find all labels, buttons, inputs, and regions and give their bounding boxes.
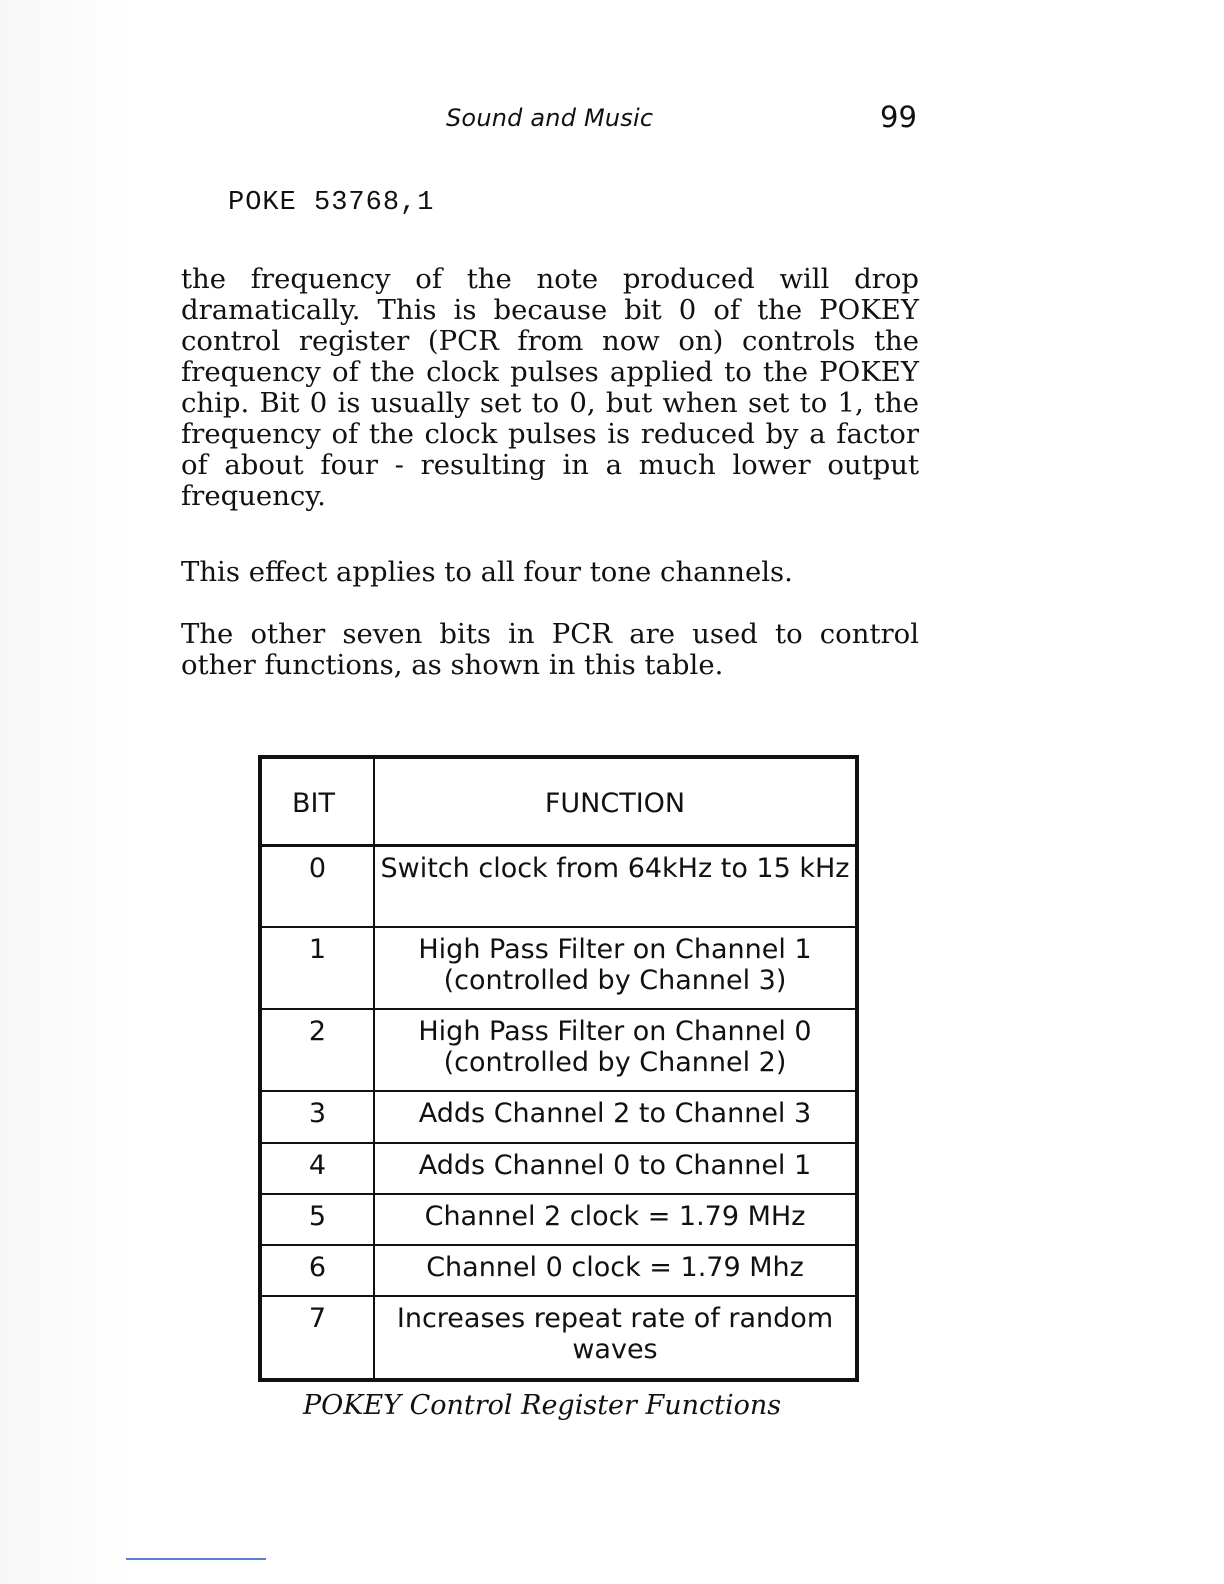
paragraph-effect: This effect applies to all four tone channels. — [181, 556, 793, 588]
table-row — [262, 1296, 855, 1378]
bit-cell: 2 — [262, 1009, 374, 1091]
table-row — [262, 1245, 855, 1296]
bit-cell: 4 — [262, 1143, 374, 1194]
table-row — [262, 845, 855, 927]
table-header-row — [262, 759, 855, 845]
table-row — [262, 1143, 855, 1194]
function-cell: Switch clock from 64kHz to 15 kHz — [374, 845, 855, 927]
pcr-function-table — [262, 759, 855, 1378]
table-row — [262, 1009, 855, 1091]
table-row — [262, 1091, 855, 1142]
bit-cell: 5 — [262, 1194, 374, 1245]
function-cell: High Pass Filter on Channel 1 (controlled by Channel 3) — [374, 927, 855, 1009]
table-caption: POKEY Control Register Functions — [303, 1390, 782, 1421]
function-cell: Increases repeat rate of random waves — [374, 1296, 855, 1378]
scan-underline-mark — [126, 1558, 266, 1560]
function-cell: Channel 0 clock = 1.79 Mhz — [374, 1245, 855, 1296]
function-cell: Adds Channel 2 to Channel 3 — [374, 1091, 855, 1142]
bit-cell: 1 — [262, 927, 374, 1009]
function-cell: Channel 2 clock = 1.79 MHz — [374, 1194, 855, 1245]
code-line: POKE 53768,1 — [228, 188, 435, 218]
paragraph-other-bits: The other seven bits in PCR are used to control other functions, as shown in this table. — [181, 618, 919, 681]
table-row — [262, 927, 855, 1009]
page-number: 99 — [880, 100, 917, 134]
pcr-table-frame — [258, 755, 859, 1382]
table-row — [262, 1194, 855, 1245]
bit-cell: 6 — [262, 1245, 374, 1296]
bit-cell: 3 — [262, 1091, 374, 1142]
column-header-bit: BIT — [262, 759, 374, 845]
paragraph-clock-frequency: the frequency of the note produced will drop dramatically. This is because bit 0 of the POKEY control register (PCR from now on) controls the frequency of the clock pulses applied to the POKEY chip. Bit 0 is usually set to 0, but when set to 1, the frequency of the clock pulses is reduced by a factor of about four - resulting in a much lower output frequency. — [181, 263, 919, 512]
function-cell: Adds Channel 0 to Channel 1 — [374, 1143, 855, 1194]
bit-cell: 0 — [262, 845, 374, 927]
page-margin-shade — [0, 0, 130, 1584]
column-header-function: FUNCTION — [374, 759, 855, 845]
running-head: Sound and Music — [446, 104, 654, 132]
function-cell: High Pass Filter on Channel 0 (controlled by Channel 2) — [374, 1009, 855, 1091]
bit-cell: 7 — [262, 1296, 374, 1378]
